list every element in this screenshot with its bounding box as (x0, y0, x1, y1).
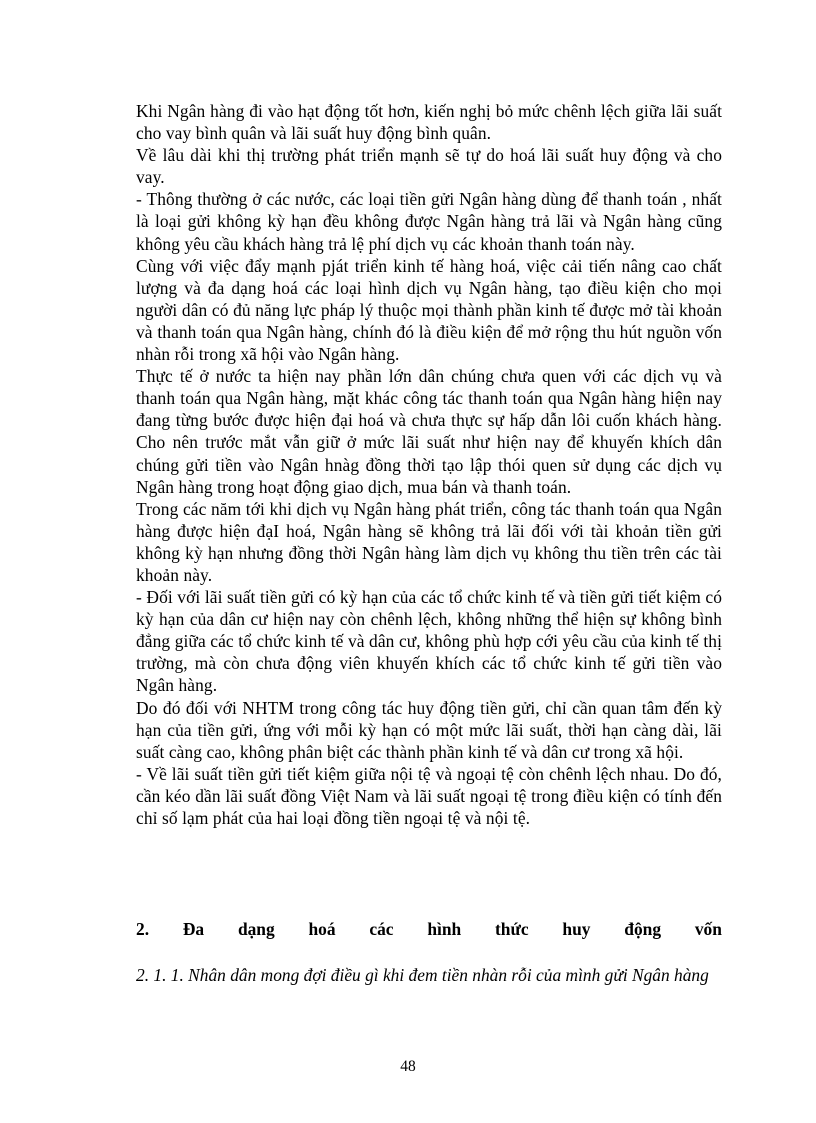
heading-word: 2. (136, 919, 150, 939)
heading-word: huy (562, 919, 591, 939)
subsection-heading: 2. 1. 1. Nhân dân mong đợi điều gì khi đem tiền nhàn rỗi của mình gửi Ngân hàng (136, 965, 709, 985)
heading-word: động (624, 919, 662, 939)
heading-word: vốn (694, 919, 722, 939)
paragraph-2: Về lâu dài khi thị trường phát triển mạnh sẽ tự do hoá lãi suất huy động và cho vay. (136, 145, 722, 188)
heading-word: hình (427, 919, 462, 939)
heading-word: dạng (237, 919, 275, 939)
paragraph-6: Trong các năm tới khi dịch vụ Ngân hàng phát triển, công tác thanh toán qua Ngân hàng được hiện đạI hoá, Ngân hàng sẽ không trả lãi đối với tài khoản tiền gửi không kỳ hạn nhưng đồng thời Ngân hàng làm dịch vụ không thu tiền trên các tài khoản này. (136, 498, 722, 585)
paragraph-5: Thực tế ở nước ta hiện nay phần lớn dân chúng chưa quen với các dịch vụ và thanh toán qua Ngân hàng, mặt khác công tác thanh toán qua Ngân hàng hiện nay đang từng bước được hiện đại hoá và chưa thực sự hấp dẫn lôi cuốn khách hàng. Cho nên trước mắt vẫn giữ ở mức lãi suất như hiện nay để khuyến khích dân chúng gửi tiền vào Ngân hnàg đồng thời tạo lập thói quen sử dụng các dịch vụ Ngân hàng trong hoạt động giao dịch, mua bán và thanh toán. (136, 366, 722, 497)
page-number: 48 (400, 1058, 416, 1075)
heading-word: Đa (182, 919, 205, 939)
heading-word: hoá (308, 919, 336, 939)
paragraph-4: Cùng với việc đẩy mạnh pját triển kinh tế hàng hoá, việc cải tiến nâng cao chất lượng và đa dạng hoá các loại hình dịch vụ Ngân hàng, tạo điều kiện cho mọi người dân có đủ năng lực pháp lý thuộc mọi thành phần kinh tế được mở tài khoản và thanh toán qua Ngân hàng, chính đó là điều kiện để mở rộng thu hút nguồn vốn nhàn rỗi trong xã hội vào Ngân hàng. (136, 255, 722, 365)
paragraph-9: - Về lãi suất tiền gửi tiết kiệm giữa nội tệ và ngoại tệ còn chênh lệch nhau. Do đó, cần kéo dần lãi suất đồng Việt Nam và lãi suất ngoại tệ trong điều kiện có tính đến chỉ số lạm phát của hai loại đồng tiền ngoại tệ và nội tệ. (136, 763, 722, 828)
section-heading (136, 917, 722, 941)
body-text (136, 100, 722, 829)
heading-word: các (369, 919, 394, 939)
paragraph-1: Khi Ngân hàng đi vào hạt động tốt hơn, kiến nghị bỏ mức chênh lệch giữa lãi suất cho vay bình quân và lãi suất huy động bình quân. (136, 101, 722, 144)
paragraph-7: - Đối với lãi suất tiền gửi có kỳ hạn của các tổ chức kinh tế và tiền gửi tiết kiệm có kỳ hạn của dân cư hiện nay còn chênh lệch, không những thể hiện sự không bình đẳng giữa các tổ chức kinh tế và dân cư, không phù hợp cới yêu cầu của kinh tế thị trường, mà còn chưa động viên khuyến khích các tổ chức kinh tế gửi tiền vào Ngân hàng. (136, 587, 722, 696)
heading-word: thức (494, 919, 529, 939)
paragraph-8: Do đó đối với NHTM trong công tác huy động tiền gửi, chỉ cần quan tâm đến kỳ hạn của tiền gửi, ứng với mỗi kỳ hạn có một mức lãi suất, thời hạn càng dài, lãi suất càng cao, không phân biệt các thành phần kinh tế và dân cư trong xã hội. (136, 697, 722, 762)
paragraph-3: - Thông thường ở các nước, các loại tiền gửi Ngân hàng dùng để thanh toán , nhất là loại gửi không kỳ hạn đều không được Ngân hàng trả lãi và Ngân hàng cũng không yêu cầu khách hàng trả lệ phí dịch vụ các khoản thanh toán này. (136, 189, 722, 254)
